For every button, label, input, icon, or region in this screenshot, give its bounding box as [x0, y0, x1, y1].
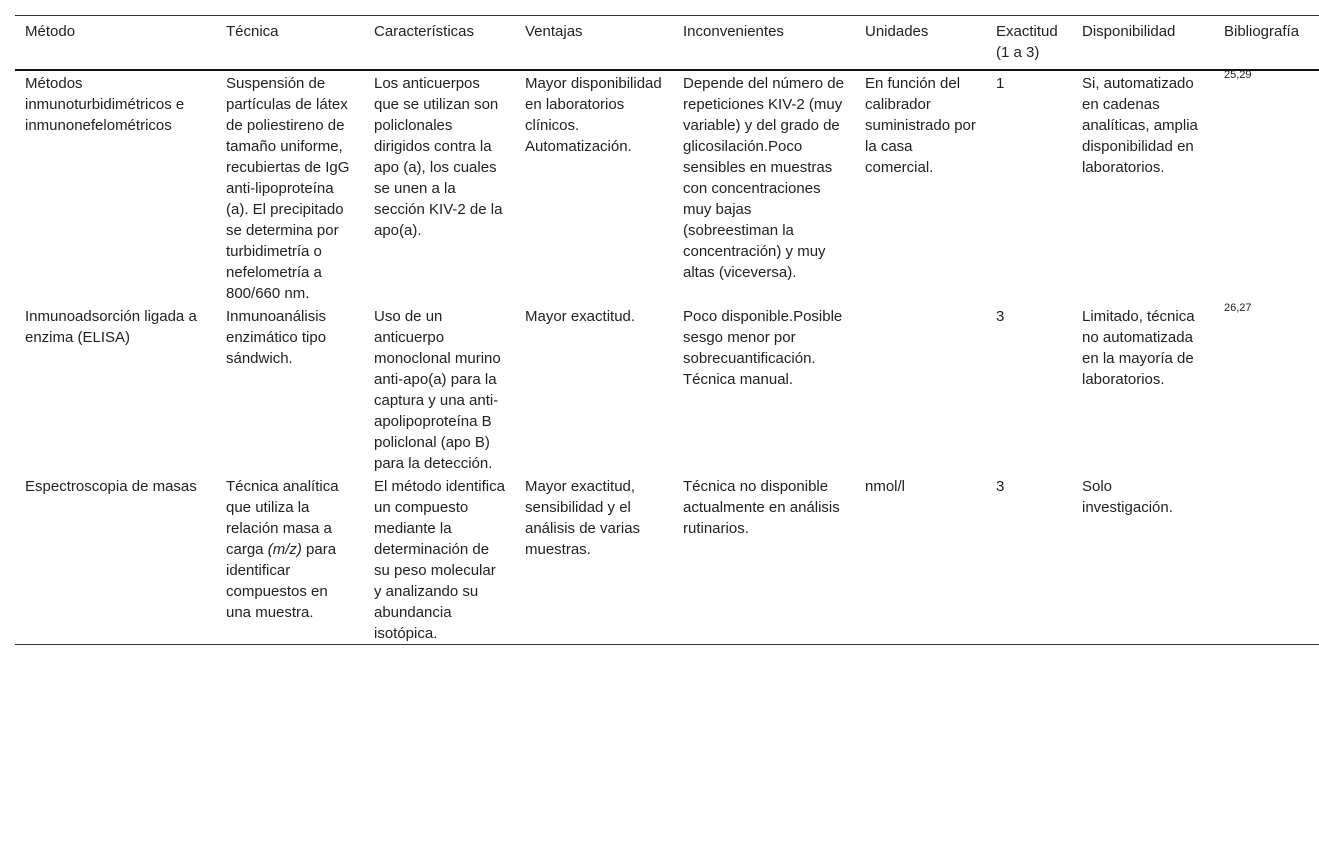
tecnica-text-before: Técnica analítica que utiliza la relación masa a carga: [226, 478, 339, 558]
cell-unidades: nmol/l: [865, 478, 906, 495]
cell-exactitud: 1: [996, 75, 1005, 92]
cell-exactitud: 3: [996, 478, 1005, 495]
cell-unidades: En función del calibrador suministrado por la casa comercial.: [865, 75, 976, 176]
cell-caracteristicas: El método identifica un compuesto mediante la determinación de su peso molecular y analizando su abundancia isotópica.: [374, 478, 505, 642]
cell-bibliografia: [1214, 474, 1319, 645]
tecnica-text-after: para identificar compuestos en una muestra.: [226, 541, 337, 621]
table-body: [15, 70, 1319, 645]
cell-tecnica: [216, 474, 364, 645]
cell-bibliografia: [1214, 70, 1319, 304]
tecnica-text-italic: (m/z): [267, 541, 302, 558]
cell-exactitud: 3: [996, 308, 1005, 325]
cell-disponibilidad: Si, automatizado en cadenas analíticas, amplia disponibilidad en laboratorios.: [1082, 75, 1198, 176]
header-exactitud: Exactitud (1 a 3): [996, 23, 1058, 61]
table-header: [15, 16, 1319, 71]
cell-disponibilidad: Limitado, técnica no automatizada en la mayoría de laboratorios.: [1082, 308, 1195, 388]
cell-tecnica: Inmunoanálisis enzimático tipo sándwich.: [226, 308, 327, 367]
cell-inconvenientes: Depende del número de repeticiones KIV-2 (muy variable) y del grado de glicosilación.Poco sensibles en muestras con concentraciones muy bajas (sobreestiman la concentración) y muy altas (viceversa).: [683, 75, 844, 281]
header-metodo: Método: [25, 23, 76, 40]
cell-ventajas: Mayor exactitud, sensibilidad y el análisis de varias muestras.: [525, 478, 641, 558]
header-row: [15, 16, 1319, 71]
table-row: [15, 70, 1319, 304]
cell-metodo: Inmunoadsorción ligada a enzima (ELISA): [25, 308, 197, 346]
header-inconvenientes: Inconvenientes: [683, 23, 784, 40]
cell-ventajas: Mayor disponibilidad en laboratorios clínicos. Automatización.: [525, 75, 662, 155]
reference-superscript[interactable]: 26,27: [1224, 302, 1252, 314]
header-unidades: Unidades: [865, 23, 929, 40]
cell-inconvenientes: Poco disponible.Posible sesgo menor por sobrecuantificación. Técnica manual.: [683, 308, 843, 388]
cell-unidades: [855, 304, 986, 474]
header-ventajas: Ventajas: [525, 23, 583, 40]
header-bibliografia: Bibliografía: [1224, 23, 1300, 40]
cell-metodo: Espectroscopia de masas: [25, 478, 197, 495]
header-tecnica: Técnica: [226, 23, 279, 40]
cell-caracteristicas: Uso de un anticuerpo monoclonal murino anti-apo(a) para la captura y una anti-apolipoproteína B policlonal (apo B) para la detección.: [374, 308, 501, 472]
table-row: [15, 304, 1319, 474]
reference-superscript[interactable]: 25,29: [1224, 69, 1252, 81]
methods-table: [15, 15, 1319, 645]
cell-inconvenientes: Técnica no disponible actualmente en análisis rutinarios.: [683, 478, 840, 537]
table-row: [15, 474, 1319, 645]
cell-bibliografia: [1214, 304, 1319, 474]
header-disponibilidad: Disponibilidad: [1082, 23, 1176, 40]
cell-metodo: Métodos inmunoturbidimétricos e inmunonefelométricos: [25, 75, 185, 134]
cell-tecnica: Suspensión de partículas de látex de poliestireno de tamaño uniforme, recubiertas de IgG anti-lipoproteína (a). El precipitado se determina por turbidimetría o nefelometría a 800/660 nm.: [226, 75, 350, 302]
header-caracteristicas: Características: [374, 23, 475, 40]
cell-ventajas: Mayor exactitud.: [525, 308, 636, 325]
cell-caracteristicas: Los anticuerpos que se utilizan son policlonales dirigidos contra la apo (a), los cuales se unen a la sección KIV-2 de la apo(a).: [374, 75, 503, 239]
cell-disponibilidad: Solo investigación.: [1082, 478, 1173, 516]
